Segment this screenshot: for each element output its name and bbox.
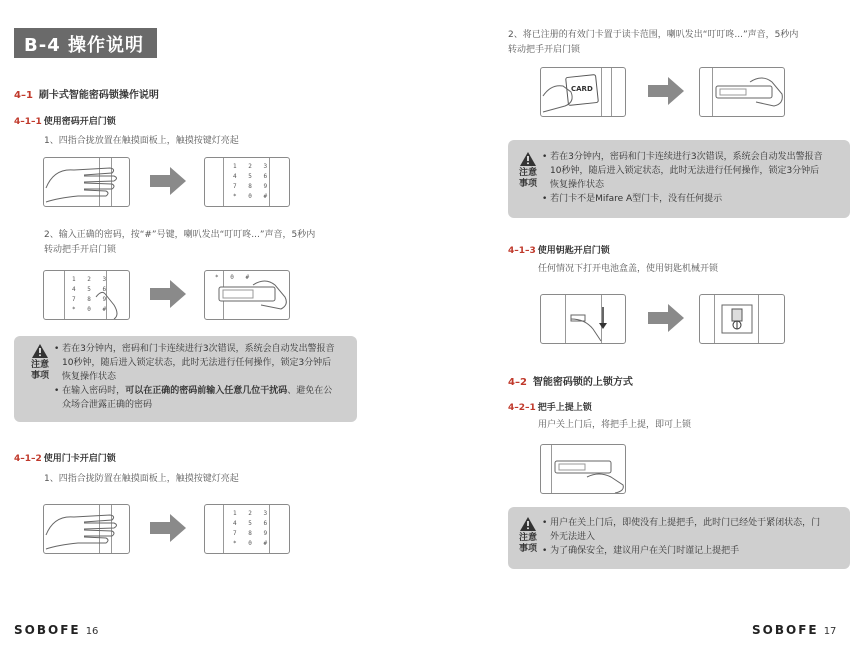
keypad-digits: 1 2 3 4 5 6 7 8 9 * 0 # [233, 163, 272, 200]
step-1-text: 1、四指合拢放置在触摸面板上，触摸按键灯亮起 [44, 136, 239, 146]
warning-box [508, 140, 850, 218]
subsection-title: 使用门卡开启门锁 [43, 454, 116, 464]
subsection-title: 使用钥匙开启门锁 [537, 246, 610, 256]
hand-on-panel-illustration [43, 157, 130, 207]
step-2-line-1: 2、输入正确的密码，按“#”号键，喇叭发出“叮叮咚...”声音，5秒内 [44, 230, 316, 240]
warning-label [28, 360, 52, 382]
section-title: 刷卡式智能密码锁操作说明 [38, 90, 159, 101]
warning-label-line-2: 事项 [518, 544, 537, 554]
subsection-number: 4–2–1 [508, 403, 536, 413]
subsection-number: 4–1–3 [508, 246, 536, 256]
page-number: 16 [85, 626, 99, 637]
subsection-number: 4–1–1 [14, 117, 42, 127]
subsection-4-1-1-heading [14, 114, 116, 127]
warning-text [542, 150, 842, 206]
key-text: 任何情况下打开电池盒盖，使用钥匙机械开锁 [538, 264, 719, 274]
card-step-1-text: 1、四指合拢防置在触摸面板上，触摸按键灯亮起 [44, 474, 239, 484]
warning-box [14, 336, 357, 422]
turning-handle-illustration [204, 270, 290, 320]
warning-bullet-2: • 为了确保安全，建议用户在关门时谨记上提把手 [542, 546, 740, 556]
keypad-top-row: * 0 # [215, 274, 254, 281]
warning-bullet-2: • 在输入密码时，可以在正确的密码前输入任意几位干扰码、避免在公 [54, 386, 333, 396]
warning-bullet-1: • 若在3分钟内，密码和门卡连续进行3次错误，系统会自动发出警报音 [542, 152, 823, 162]
keypad-digits: 1 2 3 4 5 6 7 8 9 * 0 # [72, 276, 111, 313]
warning-bullet-1-line-3: 恢复操作状态 [550, 180, 605, 190]
section-4-1-heading [14, 86, 159, 101]
section-4-2-heading [508, 373, 633, 388]
footer-left [14, 619, 98, 638]
section-title: 智能密码锁的上锁方式 [532, 377, 633, 388]
subsection-4-1-2-heading [14, 451, 116, 464]
warning-bullet-1: • 若在3分钟内，密码和门卡连续进行3次错误，系统会自动发出警报音 [54, 344, 335, 354]
step-2-line-2: 转动把手开启门锁 [44, 245, 117, 255]
keypad-digits: 1 2 3 4 5 6 7 8 9 * 0 # [233, 510, 272, 547]
section-number: 4–2 [508, 377, 527, 388]
arrow-right-icon [150, 280, 186, 308]
turning-handle-illustration [699, 67, 785, 117]
entering-code-illustration [43, 270, 130, 320]
warning-label-line-1: 注意 [518, 533, 537, 543]
card-step-2-text [508, 28, 798, 58]
card-step-2-line-2: 转动把手开启门锁 [508, 45, 581, 55]
lit-keypad-illustration [204, 504, 290, 554]
section-header-title: B-4 操作说明 [24, 35, 144, 56]
page-number: 17 [823, 626, 837, 637]
footer-right [752, 619, 836, 638]
arrow-right-icon [648, 304, 684, 332]
warning-text [54, 342, 354, 412]
subsection-number: 4–1–2 [14, 454, 42, 464]
warning-label-line-2: 事项 [30, 371, 49, 381]
arrow-right-icon [150, 167, 186, 195]
warning-bullet-2-line-2: 众场合泄露正确的密码 [62, 400, 153, 410]
warning-triangle-icon [520, 517, 536, 531]
subsection-4-1-3-heading [508, 243, 610, 256]
brand-logo: SOBOFE [14, 623, 81, 637]
card-label: CARD [571, 85, 593, 93]
warning-bullet-1: • 用户在关上门后，即使没有上提把手，此时门已经处于紧闭状态，门 [542, 518, 821, 528]
warning-label-line-1: 注意 [30, 360, 49, 370]
warning-bullet-1-line-2: 10秒钟，随后进入锁定状态，此时无法进行任何操作，锁定3分钟后 [62, 358, 332, 368]
warning-bullet-1-line-2: 10秒钟，随后进入锁定状态，此时无法进行任何操作，锁定3分钟后 [550, 166, 820, 176]
brand-logo: SOBOFE [752, 623, 819, 637]
subsection-title: 把手上提上锁 [537, 403, 592, 413]
arrow-right-icon [150, 514, 186, 542]
warning-label [516, 168, 540, 190]
warning-label-line-1: 注意 [518, 168, 537, 178]
step-2-text [44, 228, 315, 258]
key-insert-illustration [699, 294, 785, 344]
warning-label-line-2: 事项 [518, 179, 537, 189]
subsection-4-2-1-heading [508, 400, 592, 413]
card-swipe-illustration [540, 67, 626, 117]
battery-cover-illustration [540, 294, 626, 344]
warning-bullet-2: • 若门卡不是Mifare A型门卡，没有任何提示 [542, 194, 723, 204]
warning-box [508, 507, 850, 569]
warning-text [542, 516, 842, 558]
lit-keypad-illustration [204, 157, 290, 207]
subsection-title: 使用密码开启门锁 [43, 117, 116, 127]
warning-bullet-1-line-3: 恢复操作状态 [62, 372, 117, 382]
warning-triangle-icon [32, 344, 48, 358]
hand-on-panel-illustration [43, 504, 130, 554]
lock-text: 用户关上门后，将把手上提，即可上锁 [538, 420, 692, 430]
card-step-2-line-1: 2、将已注册的有效门卡置于读卡范围，喇叭发出“叮叮咚...”声音，5秒内 [508, 30, 799, 40]
section-number: 4–1 [14, 90, 33, 101]
warning-label [516, 533, 540, 555]
warning-triangle-icon [520, 152, 536, 166]
arrow-right-icon [648, 77, 684, 105]
warning-bullet-1-line-2: 外无法进入 [550, 532, 596, 542]
lift-handle-illustration [540, 444, 626, 494]
